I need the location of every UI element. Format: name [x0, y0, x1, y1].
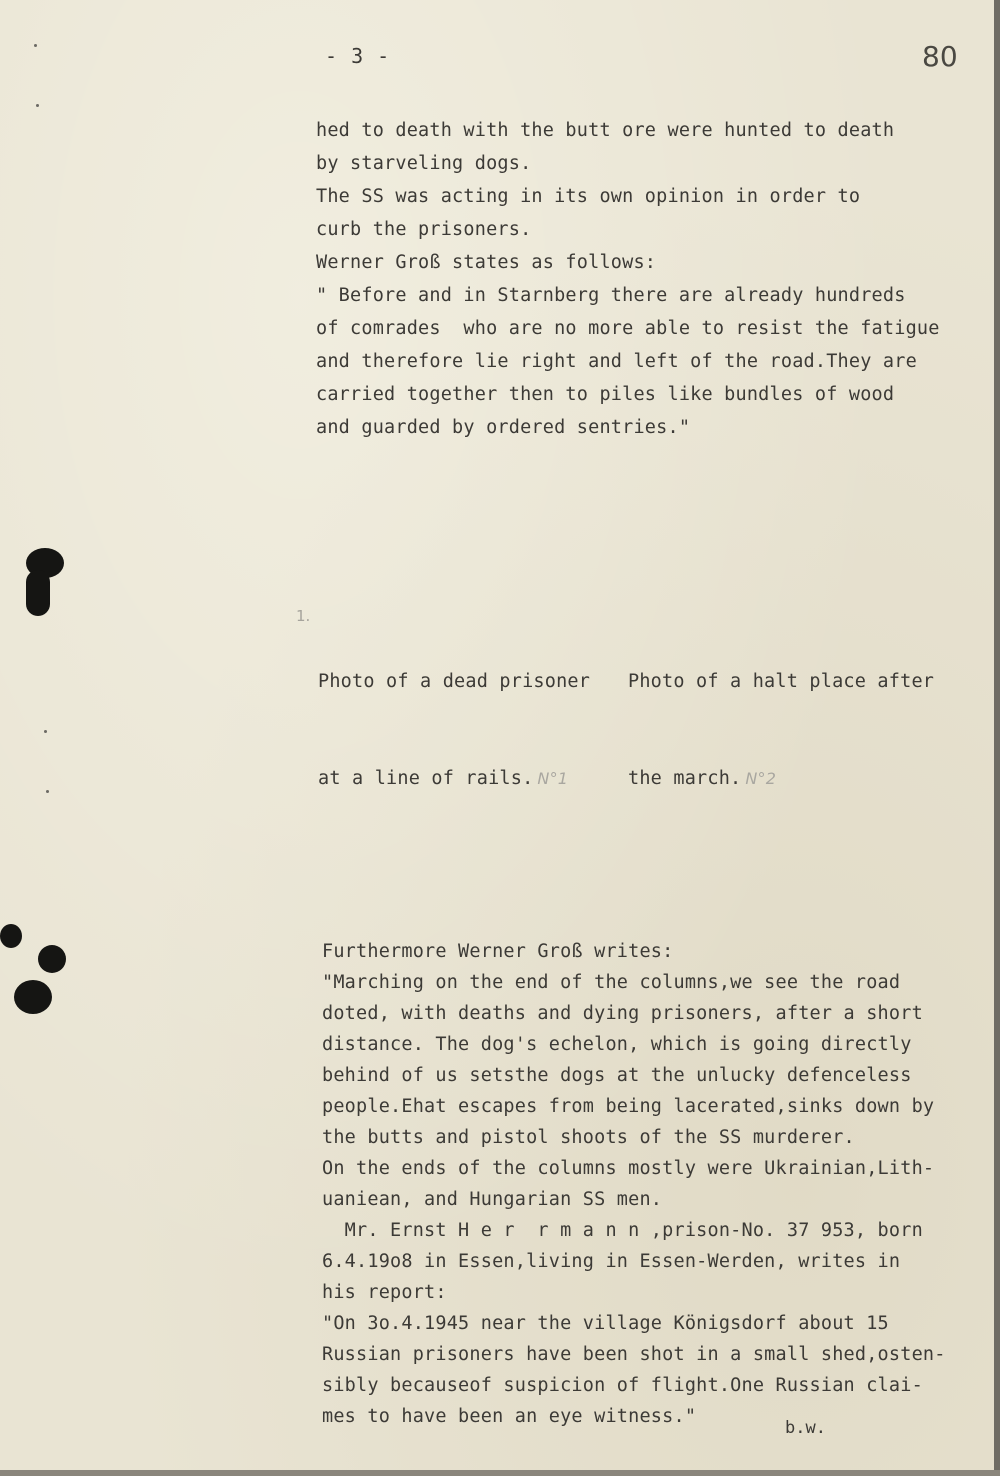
- page-marker: - 3 -: [325, 44, 391, 68]
- speck: [44, 730, 47, 733]
- caption-marker: 1.: [296, 607, 311, 625]
- caption-line: Photo of a dead prisoner: [318, 671, 591, 692]
- text-line: Furthermore Werner Groß writes:: [322, 941, 674, 962]
- handwritten-note: N°2: [745, 769, 777, 788]
- text-line: carried together then to piles like bundles of wood: [316, 384, 895, 405]
- text-line: mes to have been an eye witness.": [322, 1406, 697, 1427]
- text-line: behind of us setsthe dogs at the unlucky defenceless: [322, 1065, 912, 1086]
- text-line: hed to death with the butt ore were hunted to death: [316, 120, 895, 141]
- text-line: the butts and pistol shoots of the SS murderer.: [322, 1127, 855, 1148]
- page-number: 80: [922, 40, 958, 73]
- text-line: of comrades who are no more able to resist the fatigue: [316, 318, 940, 339]
- text-line: Werner Groß states as follows:: [316, 252, 657, 273]
- text-line: 6.4.19o8 in Essen,living in Essen-Werden, writes in: [322, 1251, 901, 1272]
- punch-hole: [26, 570, 50, 616]
- photo-caption-1: [318, 601, 590, 859]
- text-line: and therefore lie right and left of the road.They are: [316, 351, 917, 372]
- speck: [46, 790, 49, 793]
- speck: [34, 44, 37, 47]
- text-line: his report:: [322, 1282, 447, 1303]
- text-line: distance. The dog's echelon, which is going directly: [322, 1034, 912, 1055]
- photo-caption-2: [628, 601, 934, 859]
- caption-line: Photo of a halt place after: [628, 671, 935, 692]
- caption-line: [628, 762, 934, 795]
- signature-initials: b.w.: [785, 1418, 826, 1438]
- punch-hole: [14, 980, 52, 1014]
- text-line: The SS was acting in its own opinion in order to: [316, 186, 861, 207]
- text-line: by starveling dogs.: [316, 153, 532, 174]
- punch-hole: [0, 924, 22, 948]
- caption-line-text: the march.: [628, 768, 742, 789]
- text-line: curb the prisoners.: [316, 219, 532, 240]
- caption-line-text: at a line of rails.: [318, 768, 534, 789]
- text-line: doted, with deaths and dying prisoners, after a short: [322, 1003, 923, 1024]
- text-line: "On 3o.4.1945 near the village Königsdorf about 15: [322, 1313, 889, 1334]
- text-line: uaniean, and Hungarian SS men.: [322, 1189, 663, 1210]
- text-line: " Before and in Starnberg there are already hundreds: [316, 285, 906, 306]
- paragraph-1: [316, 114, 940, 444]
- text-line: Mr. Ernst H e r r m a n n ,prison-No. 37 953, born: [322, 1220, 923, 1241]
- handwritten-note: N°1: [537, 769, 569, 788]
- punch-hole: [38, 945, 66, 973]
- text-line: "Marching on the end of the columns,we see the road: [322, 972, 901, 993]
- text-line: people.Ehat escapes from being lacerated,sinks down by: [322, 1096, 935, 1117]
- scan-edge-right: [994, 0, 1000, 1476]
- text-line: sibly becauseof suspicion of flight.One Russian clai-: [322, 1375, 923, 1396]
- text-line: On the ends of the columns mostly were Ukrainian,Lith-: [322, 1158, 935, 1179]
- paragraph-2: [322, 936, 946, 1432]
- caption-line: [318, 762, 590, 795]
- text-line: Russian prisoners have been shot in a small shed,osten-: [322, 1344, 946, 1365]
- photo-captions: [296, 601, 986, 789]
- scan-edge-bottom: [0, 1470, 1000, 1476]
- text-line: and guarded by ordered sentries.": [316, 417, 691, 438]
- speck: [36, 104, 39, 107]
